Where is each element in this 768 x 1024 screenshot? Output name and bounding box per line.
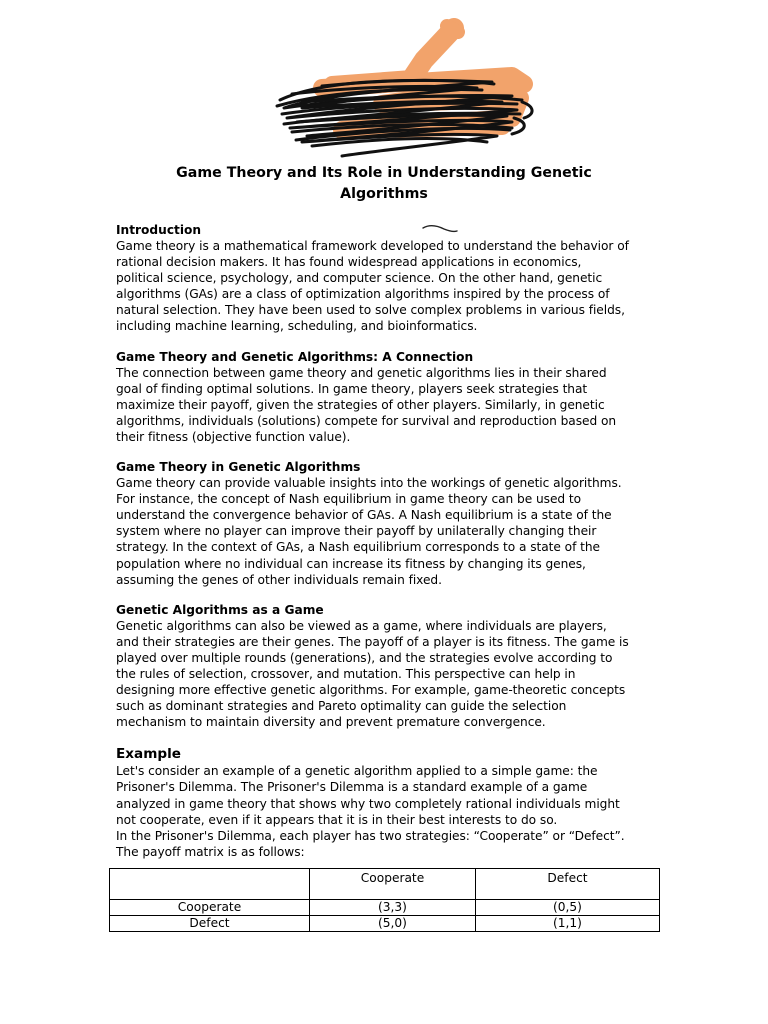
section-paragraph: Game theory is a mathematical framework developed to understand the behavior of rational decision makers. It has found widespread applications in economics, political science, psychology, and computer science. On the other hand, genetic algorithms (GAs) are a class of optimization algorithms inspired by the process of natural selection. They have been used to solve complex problems in various fields, including machine learning, scheduling, and bioinformatics. (116, 239, 629, 334)
section-heading: Game Theory in Genetic Algorithms (116, 460, 361, 475)
section-game-theory-in-ga (116, 459, 656, 588)
table-row (110, 916, 660, 932)
table-row-label: Defect (110, 916, 310, 932)
table-row (110, 900, 660, 916)
payoff-matrix-table (109, 868, 660, 932)
section-connection (116, 349, 656, 445)
section-heading: Game Theory and Genetic Algorithms: A Connection (116, 349, 474, 364)
table-cell: (0,5) (476, 900, 660, 916)
table-cell: (3,3) (310, 900, 476, 916)
section-ga-as-game (116, 602, 656, 731)
table-cell: (5,0) (310, 916, 476, 932)
document-body (116, 222, 656, 860)
section-heading: Introduction (116, 223, 202, 237)
section-heading: Example (116, 746, 182, 763)
table-header-cell: Cooperate (310, 869, 476, 900)
section-paragraph: Genetic algorithms can also be viewed as a game, where individuals are players, and their strategies are their genes. The payoff of a player is its fitness. The game is played over multiple rounds (generations), and the strategies evolve according to the rules of selection, crossover, and mutation. This perspective can help in designing more effective genetic algorithms. For example, game-theoretic concepts such as dominant strategies and Pareto optimality can guide the selection mechanism to maintain diversity and prevent premature convergence. (116, 618, 629, 730)
table-header-cell: Defect (476, 869, 660, 900)
section-heading: Genetic Algorithms as a Game (116, 602, 324, 617)
table-corner-cell (110, 869, 310, 900)
section-paragraph: Let's consider an example of a genetic algorithm applied to a simple game: the Prisoner's Dilemma. The Prisoner's Dilemma is a standard example of a game analyzed in game theory that shows why two completely rational individuals might not cooperate, even if it appears that it is in their best interests to do so. In the Prisoner's Dilemma, each player has two strategies: “Cooperate” or “Defect”. The payoff matrix is as follows: (116, 764, 625, 859)
table-row-label: Cooperate (110, 900, 310, 916)
section-introduction (116, 222, 656, 335)
table-cell: (1,1) (476, 916, 660, 932)
document-title: Game Theory and Its Role in Understanding Genetic Algorithms (176, 165, 592, 202)
section-paragraph: Game theory can provide valuable insights into the workings of genetic algorithms. For instance, the concept of Nash equilibrium in game theory can be used to understand the convergence behavior of GAs. A Nash equilibrium is a state of the system where no player can improve their payoff by unilaterally changing their strategy. In the context of GAs, a Nash equilibrium corresponds to a state of the population where no individual can increase its fitness by changing its genes, assuming the genes of other individuals remain fixed. (116, 476, 622, 587)
section-example (116, 745, 656, 860)
table-header-row (110, 869, 660, 900)
redaction-scribble (262, 18, 542, 168)
section-paragraph: The connection between game theory and genetic algorithms lies in their shared goal of finding optimal solutions. In game theory, players seek strategies that maximize their payoff, given the strategies of other players. Similarly, in genetic algorithms, individuals (solutions) compete for survival and reproduction based on their fitness (objective function value). (116, 365, 617, 444)
